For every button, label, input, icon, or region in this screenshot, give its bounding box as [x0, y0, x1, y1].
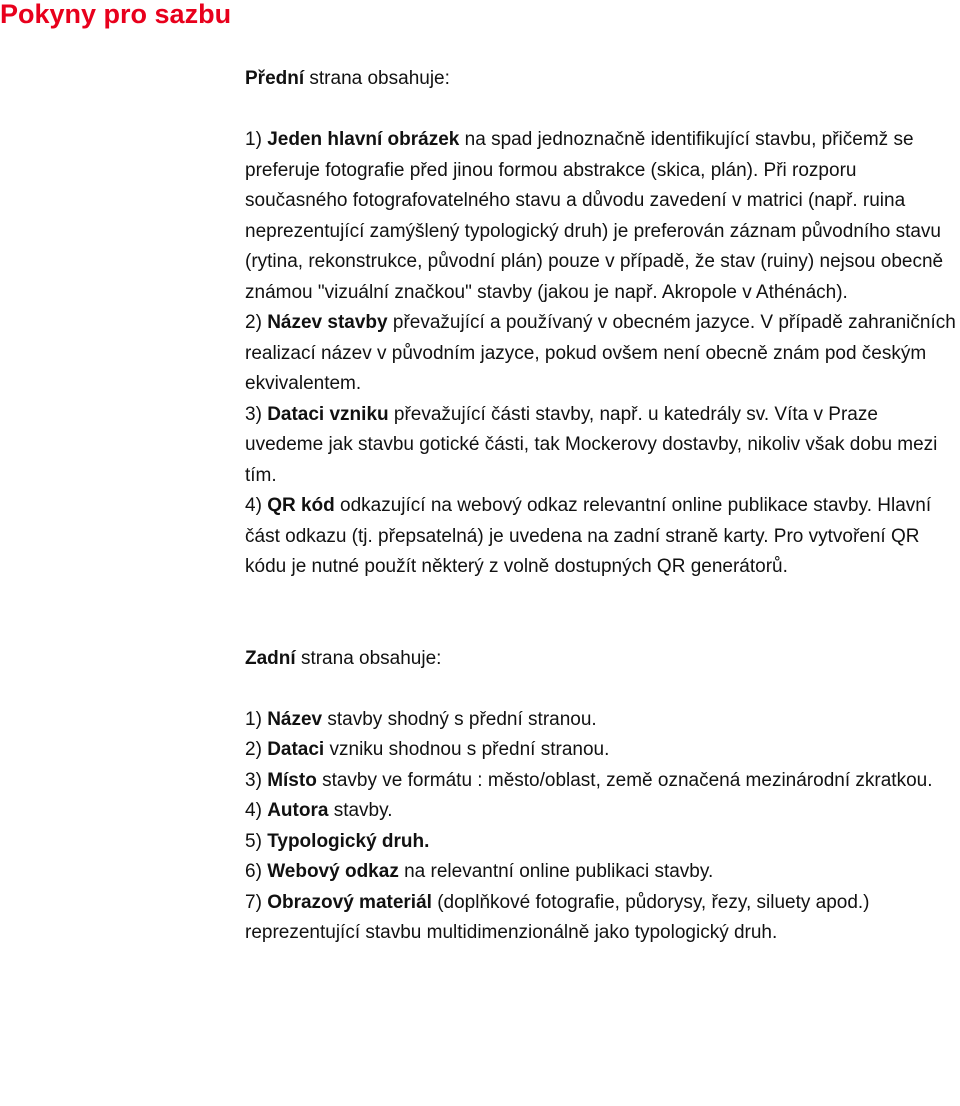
- back-item-7: [245, 888, 957, 949]
- front-heading-bold: Přední: [245, 68, 305, 89]
- item-bold: QR kód: [267, 495, 335, 516]
- item-bold: Dataci: [267, 739, 325, 760]
- item-number: 2): [245, 739, 268, 760]
- back-item-3: [245, 766, 957, 797]
- document-body: [245, 64, 957, 949]
- item-bold: Místo: [267, 769, 317, 791]
- back-item-2: [245, 735, 957, 766]
- item-text: převažující části stavby, např. u katedrály sv. Víta v Praze uvedeme jak stavbu gotické části, tak Mockerovy dostavby, nikoliv však dobu mezi tím.: [245, 403, 938, 486]
- front-item-3: [245, 400, 957, 492]
- item-text: stavby ve formátu : město/oblast, země označená mezinárodní zkratkou.: [316, 769, 933, 791]
- item-bold: Název stavby: [267, 312, 388, 333]
- front-side-list: [245, 125, 957, 583]
- item-text: převažující a používaný v obecném jazyce. V případě zahraničních realizací název v původním jazyce, pokud ovšem není obecně znám pod českým ekvivalentem.: [245, 312, 956, 394]
- back-item-6: [245, 857, 957, 888]
- front-heading-rest: strana obsahuje:: [304, 68, 450, 89]
- item-text: stavby shodný s přední stranou.: [322, 708, 597, 730]
- item-bold: Jeden hlavní obrázek: [267, 129, 460, 150]
- item-number: 4): [245, 495, 268, 516]
- item-number: 6): [245, 861, 268, 882]
- item-number: 3): [245, 769, 268, 791]
- back-item-5: [245, 827, 957, 858]
- item-number: 5): [245, 830, 268, 852]
- item-bold: Autora: [267, 800, 329, 821]
- back-side-list: [245, 705, 957, 949]
- back-heading-rest: strana obsahuje:: [295, 647, 442, 669]
- item-number: 2): [245, 312, 268, 333]
- item-text: na relevantní online publikaci stavby.: [398, 861, 714, 882]
- item-text: odkazující na webový odkaz relevantní online publikace stavby. Hlavní část odkazu (tj. přepsatelná) je uvedena na zadní straně karty. Pro vytvoření QR kódu je nutné použít některý z volně dostupných QR generátorů.: [245, 495, 932, 577]
- item-text: vzniku shodnou s přední stranou.: [324, 739, 610, 760]
- front-side-heading: [245, 64, 957, 95]
- front-item-1: [245, 125, 957, 308]
- page-title: Pokyny pro sazbu: [0, 0, 232, 29]
- back-item-4: [245, 796, 957, 827]
- item-number: 4): [245, 800, 268, 821]
- item-bold: Dataci vzniku: [267, 403, 389, 425]
- item-number: 1): [245, 129, 268, 150]
- item-number: 7): [245, 891, 268, 913]
- front-item-2: [245, 308, 957, 400]
- front-item-4: [245, 491, 957, 583]
- item-bold: Název: [267, 708, 323, 730]
- item-number: 1): [245, 708, 268, 730]
- item-bold: Webový odkaz: [267, 861, 399, 882]
- back-item-1: [245, 705, 957, 736]
- item-bold: Typologický druh.: [267, 830, 430, 852]
- item-number: 3): [245, 403, 268, 425]
- back-heading-bold: Zadní: [245, 647, 296, 669]
- back-side-heading: [245, 644, 957, 675]
- item-text: stavby.: [328, 800, 393, 821]
- item-text: na spad jednoznačně identifikující stavbu, přičemž se preferuje fotografie před jinou formou abstrakce (skica, plán). Při rozporu současného fotografovatelného stavu a důvodu zavedení v matrici (např. ruina neprezentující zamýšlený typologický druh) je preferován záznam původního stavu (rytina, rekonstrukce, původní plán) pouze v případě, že stav (ruiny) nejsou obecně známou "vizuální značkou" stavby (jakou je např. Akropole v Athénách).: [245, 129, 944, 303]
- item-bold: Obrazový materiál: [267, 891, 432, 913]
- item-text: (doplňkové fotografie, půdorysy, řezy, siluety apod.) reprezentující stavbu multidimenzionálně jako typologický druh.: [245, 891, 870, 943]
